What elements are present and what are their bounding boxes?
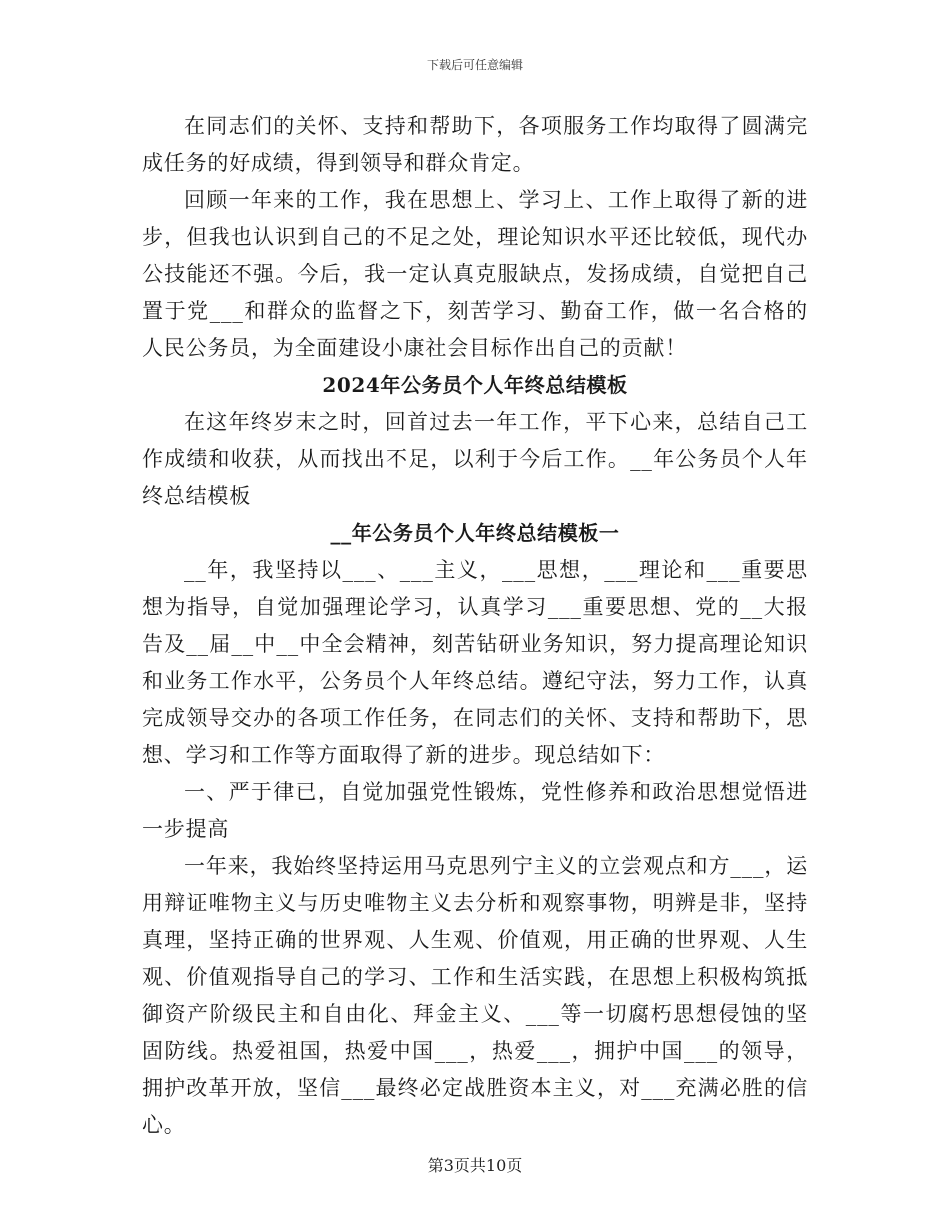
paragraph-5: 一、严于律已，自觉加强党性锻炼，党性修养和政治思想觉悟进一步提高 <box>142 780 808 841</box>
section-title-1: 2024年公务员个人年终总结模板 <box>322 373 628 397</box>
paragraph-6: 一年来，我始终坚持运用马克思列宁主义的立尝观点和方___，运用辩证唯物主义与历史唯物主义去分析和观察事物，明辨是非，坚持真理，坚持正确的世界观、人生观、价值观，用正确的世界观、人生观、价值观指导自己的学习、工作和生活实践，在思想上积极构筑抵御资产阶级民主和自由化、拜金主义、___等一切腐朽思想侵蚀的坚固防线。热爱祖国，热爱中国___，热爱___，拥护中国___的领导，拥护改革开放，坚信___最终必定战胜资本主义，对___充满必胜的信心。 <box>142 854 808 1137</box>
page-number: 第3页共10页 <box>427 1156 523 1175</box>
paragraph-2: 回顾一年来的工作，我在思想上、学习上、工作上取得了新的进步，但我也认识到自己的不足之处，理论知识水平还比较低，现代办公技能还不强。今后，我一定认真克服缺点，发扬成绩，自觉把自己置于党___和群众的监督之下，刻苦学习、勤奋工作，做一名合格的人民公务员，为全面建设小康社会目标作出自己的贡献！ <box>142 188 808 360</box>
paragraph-3: 在这年终岁末之时，回首过去一年工作，平下心来，总结自己工作成绩和收获，从而找出不足，以利于今后工作。__年公务员个人年终总结模板 <box>142 410 808 508</box>
paragraph-4: __年，我坚持以___、___主义，___思想，___理论和___重要思想为指导，自觉加强理论学习，认真学习___重要思想、党的__大报告及__届__中__中全会精神，刻苦钻研业务知识，努力提高理论知识和业务工作水平，公务员个人年终总结。遵纪守法，努力工作，认真完成领导交办的各项工作任务，在同志们的关怀、支持和帮助下，思想、学习和工作等方面取得了新的进步。现总结如下： <box>142 558 808 767</box>
paragraph-1: 在同志们的关怀、支持和帮助下，各项服务工作均取得了圆满完成任务的好成绩，得到领导和群众肯定。 <box>142 114 808 175</box>
document-body <box>142 108 808 1144</box>
section-title-2: __年公务员个人年终总结模板一 <box>330 521 620 545</box>
page-header: 下载后可任意编辑 <box>426 58 523 72</box>
